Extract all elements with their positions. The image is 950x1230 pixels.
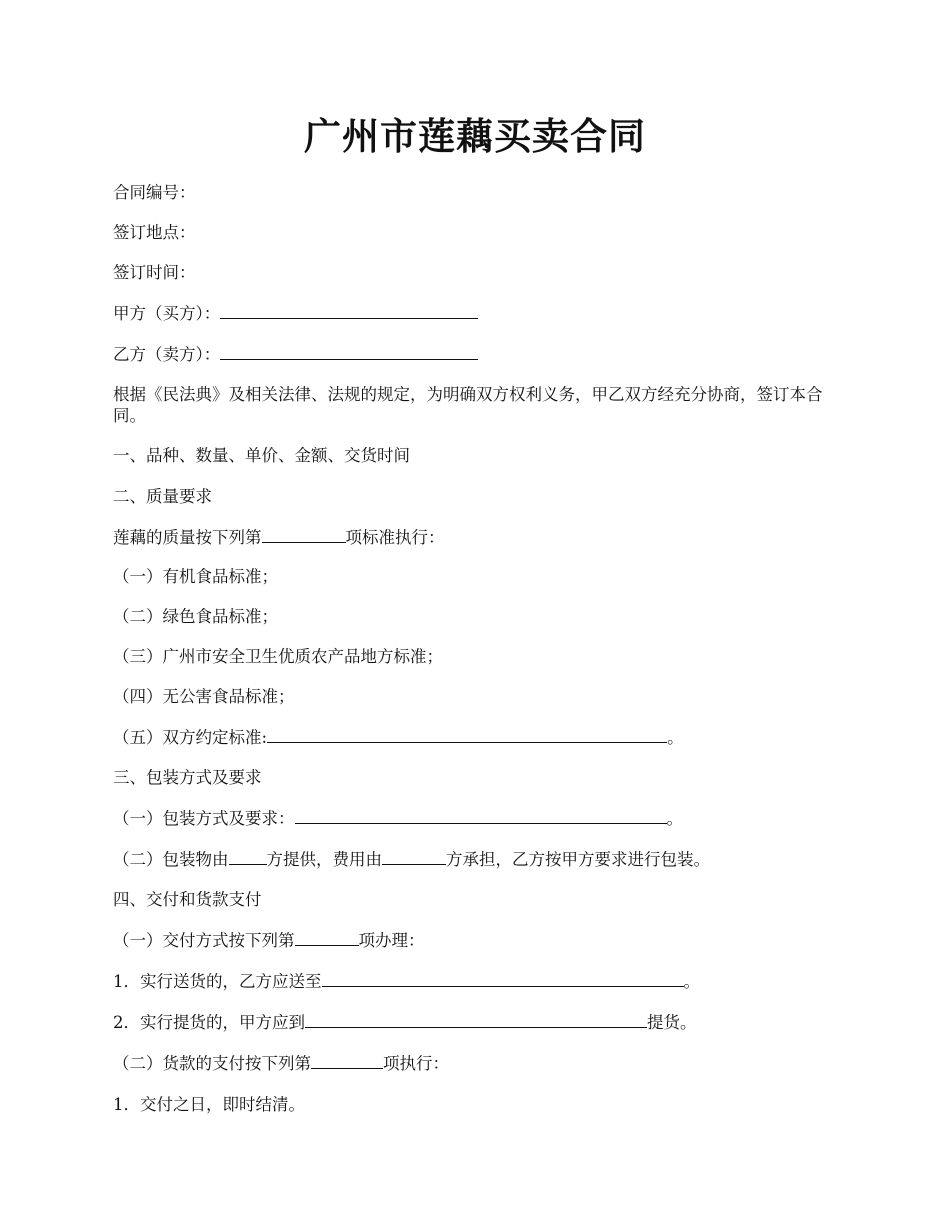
delivery-item-1-label: 1．实行送货的，乙方应送至: [113, 972, 322, 991]
quality-option-2: （二）绿色食品标准；: [113, 607, 278, 626]
delivery-item-2-label: 2．实行提货的，甲方应到: [113, 1013, 305, 1032]
section-4-heading: 四、交付和货款支付: [113, 890, 262, 909]
packaging-material-part-c: 方承担，乙方按甲方要求进行包装。: [446, 850, 710, 869]
quality-option-4: （四）无公害食品标准；: [113, 687, 295, 706]
party-b-label: 乙方（卖方）：: [113, 345, 221, 364]
contract-number-line: [113, 182, 196, 204]
packaging-material-part-a: （二）包装物由: [113, 850, 229, 869]
quality-option-5: [113, 726, 684, 749]
party-a-blank: [220, 302, 478, 319]
sign-place-line: [113, 222, 196, 244]
payment-method-suffix: 项执行：: [383, 1054, 449, 1073]
packaging-provider-blank: [229, 848, 267, 865]
quality-option-5-label: （五）双方约定标准:: [113, 728, 268, 747]
delivery-item-2-end: 提货。: [647, 1013, 697, 1032]
delivery-item-1: [113, 970, 700, 993]
delivery-item-1-end: 。: [683, 972, 700, 991]
delivery-method-suffix: 项办理：: [358, 931, 425, 950]
section-1-heading: 一、品种、数量、单价、金额、交货时间: [113, 446, 410, 465]
intro-paragraph: 根据《民法典》及相关法律、法规的规定，为明确双方权利义务，甲乙双方经充分协商，签订本合同。: [113, 385, 823, 425]
sign-place-label: 签订地点：: [113, 223, 196, 242]
delivery-method-line: [113, 929, 425, 952]
packaging-material-part-b: 方提供，费用由: [266, 850, 382, 869]
packaging-method-end: 。: [666, 809, 683, 828]
section-2-heading: 二、质量要求: [113, 487, 212, 506]
payment-item-1: 1．交付之日，即时结清。: [113, 1095, 305, 1114]
payment-method-line: [113, 1052, 449, 1075]
delivery-method-prefix: （一）交付方式按下列第: [113, 931, 295, 950]
packaging-material-line: [113, 848, 710, 871]
page-title: 广州市莲藕买卖合同: [304, 114, 646, 158]
section-3-heading: 三、包装方式及要求: [113, 768, 262, 787]
quality-standard-blank: [262, 526, 346, 543]
payment-method-prefix: （二）货款的支付按下列第: [113, 1054, 311, 1073]
party-b-line: [113, 343, 478, 366]
quality-option-3: （三）广州市安全卫生优质农产品地方标准；: [113, 647, 443, 666]
contract-number-label: 合同编号：: [113, 183, 196, 202]
payment-method-blank: [311, 1052, 383, 1069]
sign-time-line: [113, 262, 196, 284]
sign-time-label: 签订时间：: [113, 263, 196, 282]
party-b-blank: [220, 343, 478, 360]
delivery-item-2-blank: [305, 1011, 647, 1028]
delivery-item-1-blank: [322, 970, 684, 987]
packaging-method-line: [113, 807, 683, 830]
quality-standard-line: [113, 526, 445, 549]
packaging-cost-blank: [382, 848, 446, 865]
party-a-line: [113, 302, 478, 325]
quality-option-5-end: 。: [667, 728, 684, 747]
delivery-item-2: [113, 1011, 697, 1034]
quality-option-1: （一）有机食品标准；: [113, 567, 278, 586]
quality-standard-prefix: 莲藕的质量按下列第: [113, 528, 262, 547]
quality-option-5-blank: [267, 726, 667, 743]
quality-standard-suffix: 项标准执行：: [345, 528, 445, 547]
packaging-method-blank: [295, 807, 667, 824]
packaging-method-label: （一）包装方式及要求：: [113, 809, 295, 828]
party-a-label: 甲方（买方）：: [113, 304, 221, 323]
delivery-method-blank: [295, 929, 359, 946]
